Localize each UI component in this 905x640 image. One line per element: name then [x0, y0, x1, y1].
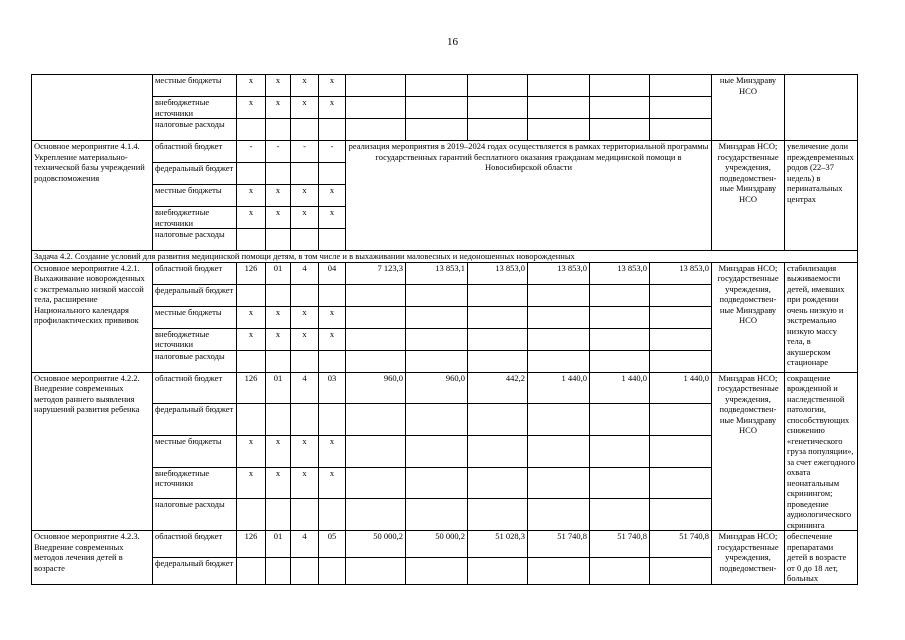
executor: Минздрав НСО; государственные учреждения, подведомствен-ные Минздраву НСО	[712, 262, 785, 372]
budget-code	[266, 404, 291, 436]
budget-code: х	[266, 306, 291, 328]
budget-code: х	[291, 207, 319, 229]
budget-code: 01	[266, 531, 291, 558]
empty-cell	[528, 75, 590, 97]
funding-value: 51 740,8	[528, 531, 590, 558]
empty-cell	[468, 284, 528, 306]
budget-code: 126	[237, 531, 266, 558]
budget-code: -	[266, 141, 291, 163]
budget-code: х	[266, 207, 291, 229]
budget-code	[291, 557, 319, 584]
budget-code: х	[319, 97, 346, 119]
budget-code: х	[266, 185, 291, 207]
empty-cell	[406, 404, 468, 436]
empty-cell	[528, 350, 590, 372]
source-row	[32, 372, 858, 404]
source-name: федеральный бюджет	[153, 284, 237, 306]
budget-code: х	[291, 185, 319, 207]
executor: ные Минздраву НСО	[712, 75, 785, 141]
empty-cell	[650, 557, 712, 584]
budget-code: -	[291, 141, 319, 163]
budget-code: х	[237, 467, 266, 499]
empty-cell	[406, 435, 468, 467]
budget-code: х	[237, 435, 266, 467]
empty-cell	[346, 119, 406, 141]
empty-cell	[406, 75, 468, 97]
empty-cell	[346, 75, 406, 97]
funding-value: 13 853,0	[590, 262, 650, 284]
source-name: местные бюджеты	[153, 435, 237, 467]
source-name: внебюджетные источники	[153, 207, 237, 229]
empty-cell	[406, 350, 468, 372]
expected-result: обеспечение препаратами детей в возрасте от 0 до 18 лет, больных	[785, 531, 858, 585]
funding-value: 1 440,0	[590, 372, 650, 404]
funding-value: 960,0	[406, 372, 468, 404]
budget-code	[237, 229, 266, 251]
budget-code	[266, 499, 291, 531]
source-name: федеральный бюджет	[153, 163, 237, 185]
empty-cell	[650, 97, 712, 119]
task-title: Задача 4.2. Создание условий для развития медицинской помощи детям, в том числе и в выхаживании маловесных и недоношенных новорожденных	[32, 251, 858, 263]
funding-value: 1 440,0	[528, 372, 590, 404]
empty-cell	[468, 467, 528, 499]
budget-code: х	[291, 328, 319, 350]
empty-cell	[346, 557, 406, 584]
source-row	[32, 262, 858, 284]
budget-code	[237, 119, 266, 141]
budget-code	[291, 350, 319, 372]
empty-cell	[590, 499, 650, 531]
empty-cell	[406, 467, 468, 499]
empty-cell	[650, 306, 712, 328]
funding-value: 51 740,8	[650, 531, 712, 558]
budget-code: х	[266, 435, 291, 467]
empty-cell	[590, 119, 650, 141]
budget-code	[319, 163, 346, 185]
source-name: налоговые расходы	[153, 499, 237, 531]
empty-cell	[468, 350, 528, 372]
budget-code: 04	[319, 262, 346, 284]
empty-cell	[650, 284, 712, 306]
budget-code: х	[237, 75, 266, 97]
source-name: внебюджетные источники	[153, 97, 237, 119]
implementation-note: реализация мероприятия в 2019–2024 годах осуществляется в рамках территориальной программы государственных гарантий бесплатного оказания гражданам медицинской помощи в Новосибирской области	[346, 141, 712, 251]
empty-cell	[650, 328, 712, 350]
budget-code: х	[266, 328, 291, 350]
source-name: налоговые расходы	[153, 350, 237, 372]
budget-code	[266, 557, 291, 584]
budget-code	[266, 163, 291, 185]
empty-cell	[590, 350, 650, 372]
budget-code: 4	[291, 262, 319, 284]
budget-code: х	[237, 328, 266, 350]
budget-code	[266, 350, 291, 372]
event-name: Основное мероприятие 4.2.2. Внедрение современных методов раннего выявления нарушений развития ребенка	[32, 372, 153, 531]
budget-code	[319, 119, 346, 141]
budget-code: х	[291, 97, 319, 119]
budget-code	[237, 557, 266, 584]
budget-code	[319, 284, 346, 306]
empty-cell	[468, 404, 528, 436]
budget-code: х	[237, 185, 266, 207]
source-name: налоговые расходы	[153, 119, 237, 141]
empty-cell	[590, 467, 650, 499]
budget-code: х	[319, 207, 346, 229]
empty-cell	[590, 404, 650, 436]
budget-code: х	[237, 207, 266, 229]
expected-result: увеличение доли преждевременных родов (22–37 недель) в перинатальных центрах	[785, 141, 858, 251]
empty-cell	[346, 97, 406, 119]
budget-code: х	[237, 306, 266, 328]
budget-code: 4	[291, 372, 319, 404]
source-name: местные бюджеты	[153, 75, 237, 97]
source-name: федеральный бюджет	[153, 404, 237, 436]
budget-code	[237, 404, 266, 436]
funding-value: 13 853,1	[406, 262, 468, 284]
budget-code: 126	[237, 262, 266, 284]
empty-cell	[406, 499, 468, 531]
empty-cell	[346, 499, 406, 531]
funding-value: 50 000,2	[346, 531, 406, 558]
budget-code: -	[319, 141, 346, 163]
empty-cell	[650, 404, 712, 436]
funding-value: 50 000,2	[406, 531, 468, 558]
budget-code	[291, 284, 319, 306]
empty-cell	[528, 435, 590, 467]
budget-code	[319, 404, 346, 436]
source-name: внебюджетные источники	[153, 328, 237, 350]
budget-code: 01	[266, 372, 291, 404]
funding-value: 51 028,3	[468, 531, 528, 558]
empty-cell	[406, 284, 468, 306]
expected-result	[785, 75, 858, 141]
empty-cell	[346, 328, 406, 350]
empty-cell	[468, 499, 528, 531]
empty-cell	[590, 557, 650, 584]
empty-cell	[590, 97, 650, 119]
budget-code	[266, 284, 291, 306]
empty-cell	[406, 119, 468, 141]
empty-cell	[528, 328, 590, 350]
source-name: областной бюджет	[153, 141, 237, 163]
funding-value: 13 853,0	[528, 262, 590, 284]
empty-cell	[468, 306, 528, 328]
funding-value: 51 740,8	[590, 531, 650, 558]
budget-code	[319, 229, 346, 251]
empty-cell	[528, 306, 590, 328]
budget-code: х	[319, 328, 346, 350]
budget-code	[266, 119, 291, 141]
funding-value: 960,0	[346, 372, 406, 404]
budget-code	[237, 163, 266, 185]
empty-cell	[650, 350, 712, 372]
empty-cell	[528, 467, 590, 499]
budget-code	[319, 350, 346, 372]
empty-cell	[528, 284, 590, 306]
executor: Минздрав НСО; государственные учреждения, подведомствен-	[712, 531, 785, 585]
source-row	[32, 531, 858, 558]
source-name: местные бюджеты	[153, 185, 237, 207]
page-number: 16	[447, 36, 458, 48]
source-name: областной бюджет	[153, 531, 237, 558]
funding-value: 442,2	[468, 372, 528, 404]
funding-value: 7 123,3	[346, 262, 406, 284]
task-row	[32, 251, 858, 263]
empty-cell	[650, 499, 712, 531]
empty-cell	[346, 306, 406, 328]
budget-code	[266, 229, 291, 251]
program-table	[31, 74, 858, 585]
empty-cell	[528, 97, 590, 119]
empty-cell	[468, 75, 528, 97]
budget-code	[291, 229, 319, 251]
budget-code: х	[319, 306, 346, 328]
expected-result: сокращение врожденной и наследственной патологии, способствующих снижению «генетического груза популяции», за счет ежегодного охвата неонатальным скринингом; проведение аудиологического скрининга	[785, 372, 858, 531]
empty-cell	[590, 75, 650, 97]
empty-cell	[650, 75, 712, 97]
budget-code: х	[237, 97, 266, 119]
budget-code	[237, 284, 266, 306]
empty-cell	[346, 350, 406, 372]
empty-cell	[468, 557, 528, 584]
empty-cell	[346, 284, 406, 306]
event-name	[32, 75, 153, 141]
empty-cell	[468, 328, 528, 350]
empty-cell	[468, 97, 528, 119]
source-name: областной бюджет	[153, 372, 237, 404]
budget-code	[291, 163, 319, 185]
budget-code	[291, 404, 319, 436]
empty-cell	[346, 404, 406, 436]
budget-code: х	[266, 97, 291, 119]
budget-code: х	[319, 75, 346, 97]
budget-code: х	[291, 306, 319, 328]
budget-code: 126	[237, 372, 266, 404]
budget-code	[291, 499, 319, 531]
budget-code: 03	[319, 372, 346, 404]
budget-code: х	[291, 435, 319, 467]
budget-code	[237, 499, 266, 531]
budget-code: х	[266, 75, 291, 97]
empty-cell	[406, 306, 468, 328]
budget-code: х	[319, 185, 346, 207]
funding-value: 13 853,0	[650, 262, 712, 284]
source-name: налоговые расходы	[153, 229, 237, 251]
source-row	[32, 141, 858, 163]
empty-cell	[590, 328, 650, 350]
empty-cell	[650, 119, 712, 141]
event-name: Основное мероприятие 4.2.3. Внедрение современных методов лечения детей в возрасте	[32, 531, 153, 585]
budget-code	[291, 119, 319, 141]
empty-cell	[528, 404, 590, 436]
empty-cell	[650, 467, 712, 499]
source-row	[32, 75, 858, 97]
empty-cell	[468, 435, 528, 467]
expected-result: стабилизация выживаемости детей, имевших при рождении очень низкую и экстремально низкую массу тела, в акушерском стационаре	[785, 262, 858, 372]
empty-cell	[590, 284, 650, 306]
empty-cell	[528, 119, 590, 141]
empty-cell	[590, 306, 650, 328]
budget-code: х	[291, 467, 319, 499]
budget-code	[319, 499, 346, 531]
executor: Минздрав НСО; государственные учреждения, подведомствен-ные Минздраву НСО	[712, 372, 785, 531]
empty-cell	[528, 499, 590, 531]
budget-code: -	[237, 141, 266, 163]
event-name: Основное мероприятие 4.2.1. Выхаживание новорожденных с экстремально низкой массой тела, расширение Национального календаря профилактических прививок	[32, 262, 153, 372]
empty-cell	[590, 435, 650, 467]
empty-cell	[406, 97, 468, 119]
budget-code: х	[319, 435, 346, 467]
budget-code: 05	[319, 531, 346, 558]
empty-cell	[528, 557, 590, 584]
empty-cell	[406, 557, 468, 584]
funding-value: 1 440,0	[650, 372, 712, 404]
executor: Минздрав НСО; государственные учреждения, подведомствен-ные Минздраву НСО	[712, 141, 785, 251]
empty-cell	[650, 435, 712, 467]
budget-code: х	[291, 75, 319, 97]
empty-cell	[346, 435, 406, 467]
budget-code	[237, 350, 266, 372]
budget-code: 4	[291, 531, 319, 558]
empty-cell	[406, 328, 468, 350]
event-name: Основное мероприятие 4.1.4. Укрепление материально-технической базы учреждений родовспоможения	[32, 141, 153, 251]
empty-cell	[346, 467, 406, 499]
budget-code: 01	[266, 262, 291, 284]
source-name: федеральный бюджет	[153, 557, 237, 584]
budget-code: х	[319, 467, 346, 499]
funding-value: 13 853,0	[468, 262, 528, 284]
budget-code	[319, 557, 346, 584]
source-name: внебюджетные источники	[153, 467, 237, 499]
source-name: местные бюджеты	[153, 306, 237, 328]
source-name: областной бюджет	[153, 262, 237, 284]
budget-code: х	[266, 467, 291, 499]
empty-cell	[468, 119, 528, 141]
